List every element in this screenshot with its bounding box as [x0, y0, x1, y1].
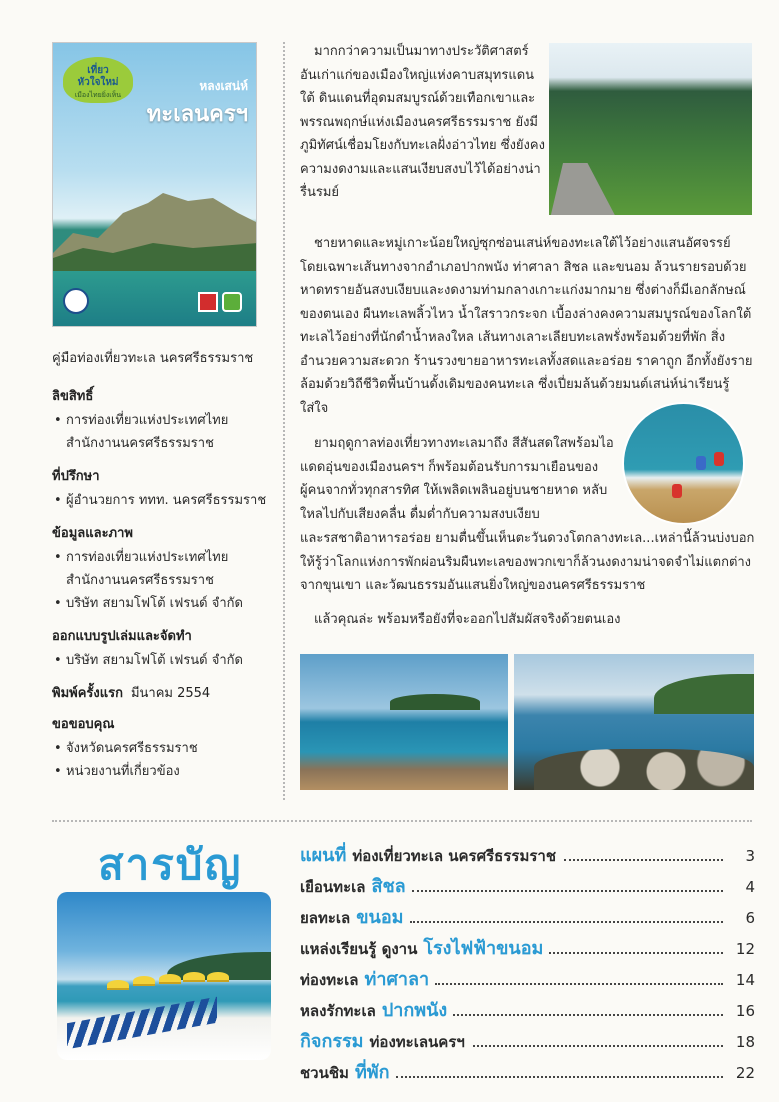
table-of-contents [300, 840, 755, 1088]
article-paragraph-2: ชายหาดและหมู่เกาะน้อยใหญ่ซุกซ่อนเสน่ห์ของทะเลใต้ไว้อย่างแสนอัศจรรย์ โดยเฉพาะเส้นทางจากอำเภอปากพนัง ท่าศาลา สิชล และขนอม ล้วนรายรอบด้วยหาดทรายอันสงบเงียบและงดงามท่ามกลางเกาะแก่งมากมาย ซึ่งต่างก็มีเอกลักษณ์ของตนเอง ผืนทะเลพลิ้วไหว น้ำใสราวกระจก เบื้องล่างคงความสมบูรณ์ของโลกใต้ทะเลไว้อย่างที่นักดำน้ำหลงใหล เส้นทางเลาะเลียบทะเลพรั่งพร้อมด้วยที่พัก สิ่งอำนวยความสะดวก ร้านรวงขายอาหารทะเลทั้งสดและอร่อย ราคาถูก อีกทั้งยังรายล้อมด้วยวิถีชีวิตพื้นบ้านดั้งเดิมของคนทะเล ซึ่งเปี่ยมล้นด้วยมนต์เสน่ห์น่าเรียนรู้ ใส่ใจ [300, 236, 753, 416]
beach-swimmers-photo [622, 402, 745, 525]
cliff-illustration [53, 193, 257, 273]
thanks-item: • หน่วยงานที่เกี่ยวข้อง [52, 760, 282, 783]
credits-heading: ข้อมูลและภาพ [52, 526, 133, 541]
toc-item-text: ท่องทะเลนครฯ [369, 1033, 465, 1051]
toc-item-page: 12 [735, 940, 755, 958]
credits-heading: ที่ปรึกษา [52, 469, 100, 484]
toc-item[interactable] [300, 840, 755, 871]
toc-item-text: ชวนชิม [300, 1064, 349, 1082]
toc-item-text: ท่องเที่ยวทะเล นครศรีธรรมราช [352, 847, 556, 865]
toc-item-page: 4 [745, 878, 755, 896]
toc-item-highlight: ท่าศาลา [364, 969, 430, 990]
toc-item-highlight: ขนอม [356, 907, 404, 928]
credits-item: สำนักงานนครศรีธรรมราช [66, 436, 214, 451]
island-beach-photo [300, 654, 508, 790]
toc-item-highlight: โรงไฟฟ้าขนอม [423, 938, 544, 959]
thanks-heading: ขอขอบคุณ [52, 717, 115, 732]
toc-item[interactable] [300, 1026, 755, 1057]
credits-item: • บริษัท สยามโฟโต้ เฟรนด์ จำกัด [52, 649, 282, 672]
toc-item-highlight: สิชล [371, 876, 406, 897]
cover-title [147, 77, 248, 131]
tourism-logo: เที่ยว หัวใจใหม่ เมืองไทยยิ่งเห็น [63, 57, 133, 103]
credits-item: • การท่องเที่ยวแห่งประเทศไทย [52, 546, 282, 569]
article-paragraph-1: มากกว่าความเป็นมาทางประวัติศาสตร์อันเก่าแก่ของเมืองใหญ่แห่งคาบสมุทรแดนใต้ ดินแดนที่อุดมสมบูรณ์ด้วยเทือกเขาและพรรณพฤกษ์แห่งเมืองนครศรีธรรมราช ยังมีภูมิทัศน์เชื่อมโยงกับทะเลฝั่งอ่าวไทย ซึ่งยังคงความงดงามและแสนเงียบสงบไว้ได้อย่างน่ารื่นรมย์ [300, 44, 545, 200]
guide-name: คู่มือท่องเที่ยวทะเล นครศรีธรรมราช [52, 351, 254, 366]
toc-item[interactable] [300, 902, 755, 933]
toc-item-text: แหล่งเรียนรู้ ดูงาน [300, 940, 418, 958]
toc-item[interactable] [300, 871, 755, 902]
toc-item[interactable] [300, 964, 755, 995]
toc-item-highlight: แผนที่ [300, 845, 347, 866]
article-paragraph-3: ยามฤดูกาลท่องเที่ยวทางทะเลมาถึง สีสันสดใสพร้อมไอแดดอุ่นของเมืองนครฯ ก็พร้อมต้อนรับการมาเยือนของผู้คนจากทั่วทุกสารทิศ ให้เพลิดเพลินอยู่บนชายหาด หลับใหลไปกับเสียงคลื่น ดื่มด่ำกับความสงบเงียบ [300, 436, 614, 522]
rocky-coast-photo [514, 654, 754, 790]
credits-item: • การท่องเที่ยวแห่งประเทศไทย [52, 409, 282, 432]
first-print-value: มีนาคม 2554 [130, 686, 211, 701]
toc-item[interactable] [300, 1057, 755, 1088]
toc-item-highlight: กิจกรรม [300, 1031, 364, 1052]
toc-title: สารบัญ [98, 840, 243, 889]
first-print-label: พิมพ์ครั้งแรก [52, 686, 123, 701]
tat-emblem-icon [63, 288, 89, 314]
cover-title-main: ทะเลนครฯ [146, 102, 248, 127]
toc-item[interactable] [300, 933, 755, 964]
toc-item-text: ยลทะเล [300, 909, 351, 927]
section-divider [52, 820, 752, 822]
toc-item-highlight: ปากพนัง [381, 1000, 448, 1021]
toc-item-text: หลงรักทะเล [300, 1002, 376, 1020]
toc-item-page: 16 [735, 1002, 755, 1020]
column-divider [283, 42, 285, 800]
sponsor-logo-icon [198, 292, 218, 312]
mountain-road-photo [549, 43, 752, 215]
cover-image [52, 42, 257, 327]
cover-title-top: หลงเสน่ห์ [199, 79, 248, 93]
credits-heading: ลิขสิทธิ์ [52, 389, 94, 404]
toc-item-page: 14 [735, 971, 755, 989]
toc-item-page: 22 [735, 1064, 755, 1082]
toc-item-text: ท่องทะเล [300, 971, 359, 989]
article-paragraph-4: แล้วคุณล่ะ พร้อมหรือยังที่จะออกไปสัมผัสจริงด้วยตนเอง [314, 612, 621, 627]
credits-item: สำนักงานนครศรีธรรมราช [66, 573, 214, 588]
first-print [52, 682, 282, 703]
toc-item-highlight: ที่พัก [354, 1062, 390, 1083]
credits-item: • บริษัท สยามโฟโต้ เฟรนด์ จำกัด [52, 592, 282, 615]
toc-item[interactable] [300, 995, 755, 1026]
toc-item-page: 6 [745, 909, 755, 927]
credits-block [52, 385, 282, 783]
toc-item-page: 3 [745, 847, 755, 865]
credits-heading: ออกแบบรูปเล่มและจัดทำ [52, 629, 192, 644]
article-paragraph-3-cont: และรสชาติอาหารอร่อย ยามตื่นขึ้นเห็นตะวันดวงโตกลางทะเล...เหล่านี้ล้วนบ่งบอกให้รู้ว่าโลกแห่งการพักผ่อนริมผืนทะเลของพวกเขาก็ล้วนงดงามน่าจดจำไม่แตกต่างจากขุนเขา และวัฒนธรรมอันแสนยิ่งใหญ่ของนครศรีธรรมราช [300, 531, 755, 593]
toc-item-page: 18 [735, 1033, 755, 1051]
credits-item: • ผู้อำนวยการ ททท. นครศรีธรรมราช [52, 489, 282, 512]
toc-item-text: เยือนทะเล [300, 878, 366, 896]
thanks-item: • จังหวัดนครศรีธรรมราช [52, 737, 282, 760]
eco-logo-icon [222, 292, 242, 312]
beach-umbrellas-photo [57, 892, 271, 1060]
